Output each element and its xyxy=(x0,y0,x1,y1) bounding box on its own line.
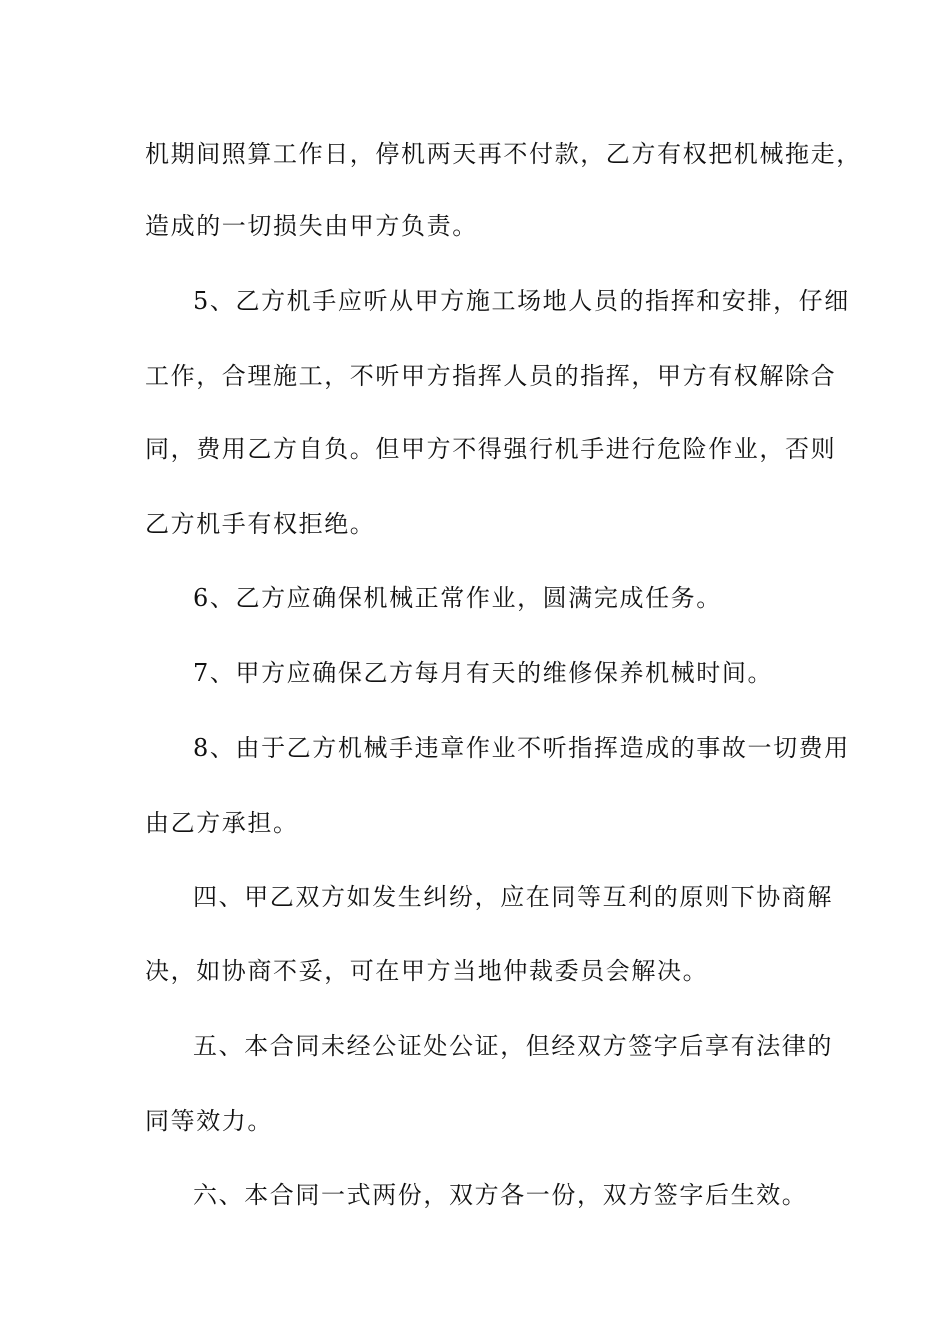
text-line: 由乙方承担。 xyxy=(145,809,299,837)
text-line: 五、本合同未经公证处公证，但经双方签字后享有法律的 xyxy=(193,1032,833,1060)
text-line: 决，如协商不妥，可在甲方当地仲裁委员会解决。 xyxy=(145,957,709,985)
text-line: 工作，合理施工，不听甲方指挥人员的指挥，甲方有权解除合 xyxy=(145,362,837,390)
text-line: 造成的一切损失由甲方负责。 xyxy=(145,212,478,240)
text-line: 6、乙方应确保机械正常作业，圆满完成任务。 xyxy=(193,584,722,612)
text-line: 同等效力。 xyxy=(145,1107,273,1135)
text-line: 8、由于乙方机械手违章作业不听指挥造成的事故一切费用 xyxy=(193,734,850,762)
text-line: 乙方机手有权拒绝。 xyxy=(145,510,376,538)
text-line: 机期间照算工作日，停机两天再不付款，乙方有权把机械拖走， xyxy=(145,140,862,168)
text-line: 同，费用乙方自负。但甲方不得强行机手进行危险作业，否则 xyxy=(145,435,837,463)
text-line: 四、甲乙双方如发生纠纷，应在同等互利的原则下协商解 xyxy=(193,883,833,911)
text-line: 5、乙方机手应听从甲方施工场地人员的指挥和安排，仔细 xyxy=(193,287,850,315)
text-line: 六、本合同一式两份，双方各一份，双方签字后生效。 xyxy=(193,1181,808,1209)
text-line: 7、甲方应确保乙方每月有天的维修保养机械时间。 xyxy=(193,659,774,687)
